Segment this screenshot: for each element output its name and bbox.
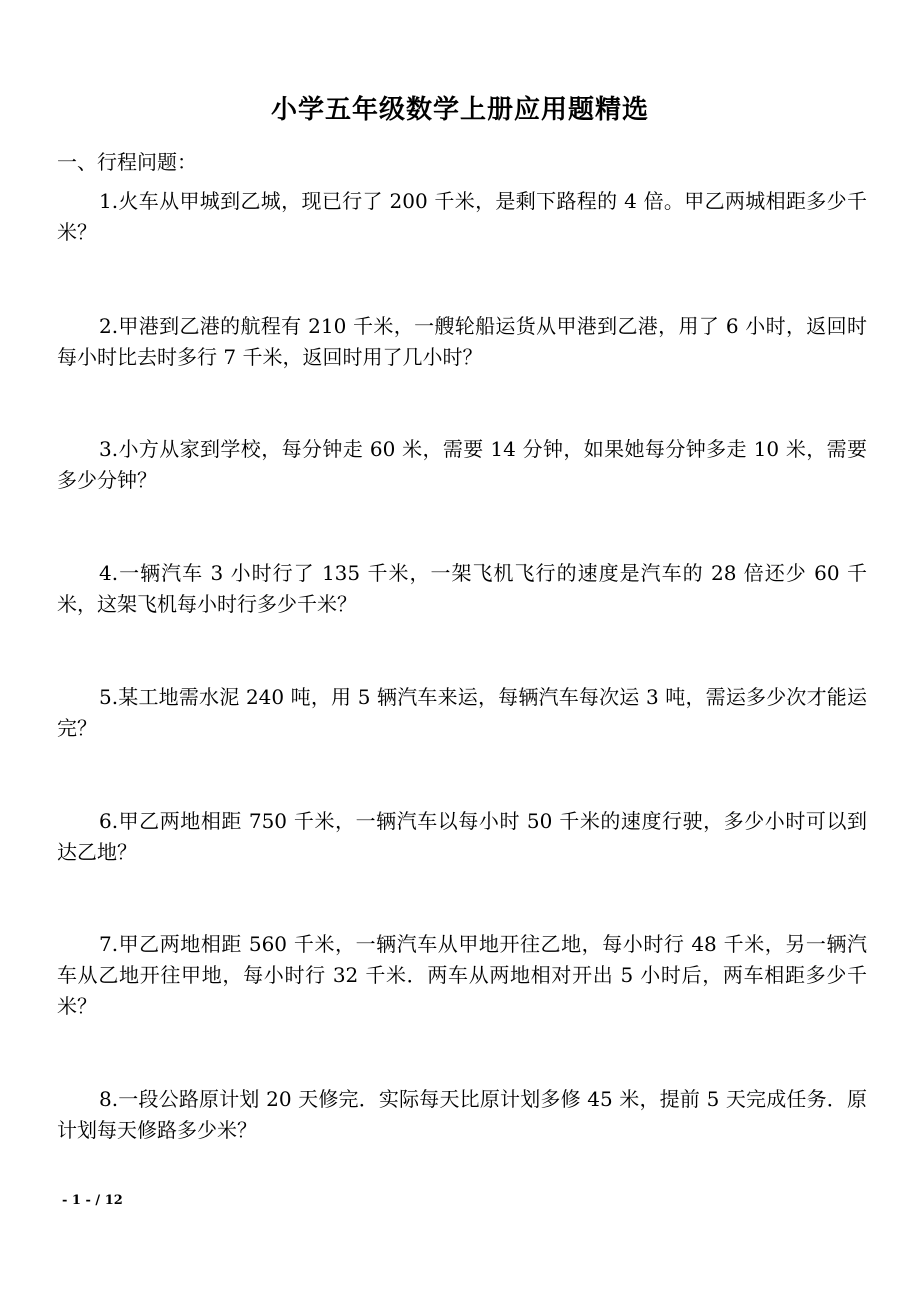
- problem-1: 1.火车从甲城到乙城，现已行了 200 千米，是剩下路程的 4 倍。甲乙两城相距多少千米？: [57, 189, 867, 244]
- problem-5: 5.某工地需水泥 240 吨，用 5 辆汽车来运，每辆汽车每次运 3 吨，需运多少次才能运完？: [57, 685, 867, 740]
- page-number: - 1 - / 12: [62, 1193, 123, 1208]
- problem-6: 6.甲乙两地相距 750 千米，一辆汽车以每小时 50 千米的速度行驶，多少小时可以到达乙地？: [57, 809, 867, 864]
- problem-3: 3.小方从家到学校，每分钟走 60 米，需要 14 分钟，如果她每分钟多走 10 米，需要多少分钟？: [57, 437, 867, 492]
- problem-7: 7.甲乙两地相距 560 千米，一辆汽车从甲地开往乙地，每小时行 48 千米，另一辆汽车从乙地开往甲地，每小时行 32 千米．两车从两地相对开出 5 小时后，两车相距多少千米？: [57, 932, 867, 1018]
- section-heading: 一、行程问题：: [57, 150, 197, 174]
- problem-4: 4.一辆汽车 3 小时行了 135 千米，一架飞机飞行的速度是汽车的 28 倍还少 60 千米，这架飞机每小时行多少千米？: [57, 561, 867, 616]
- problem-8: 8.一段公路原计划 20 天修完．实际每天比原计划多修 45 米，提前 5 天完成任务．原计划每天修路多少米？: [57, 1087, 867, 1142]
- problem-2: 2.甲港到乙港的航程有 210 千米，一艘轮船运货从甲港到乙港，用了 6 小时，返回时每小时比去时多行 7 千米，返回时用了几小时？: [57, 314, 867, 369]
- document-title: 小学五年级数学上册应用题精选: [270, 95, 649, 125]
